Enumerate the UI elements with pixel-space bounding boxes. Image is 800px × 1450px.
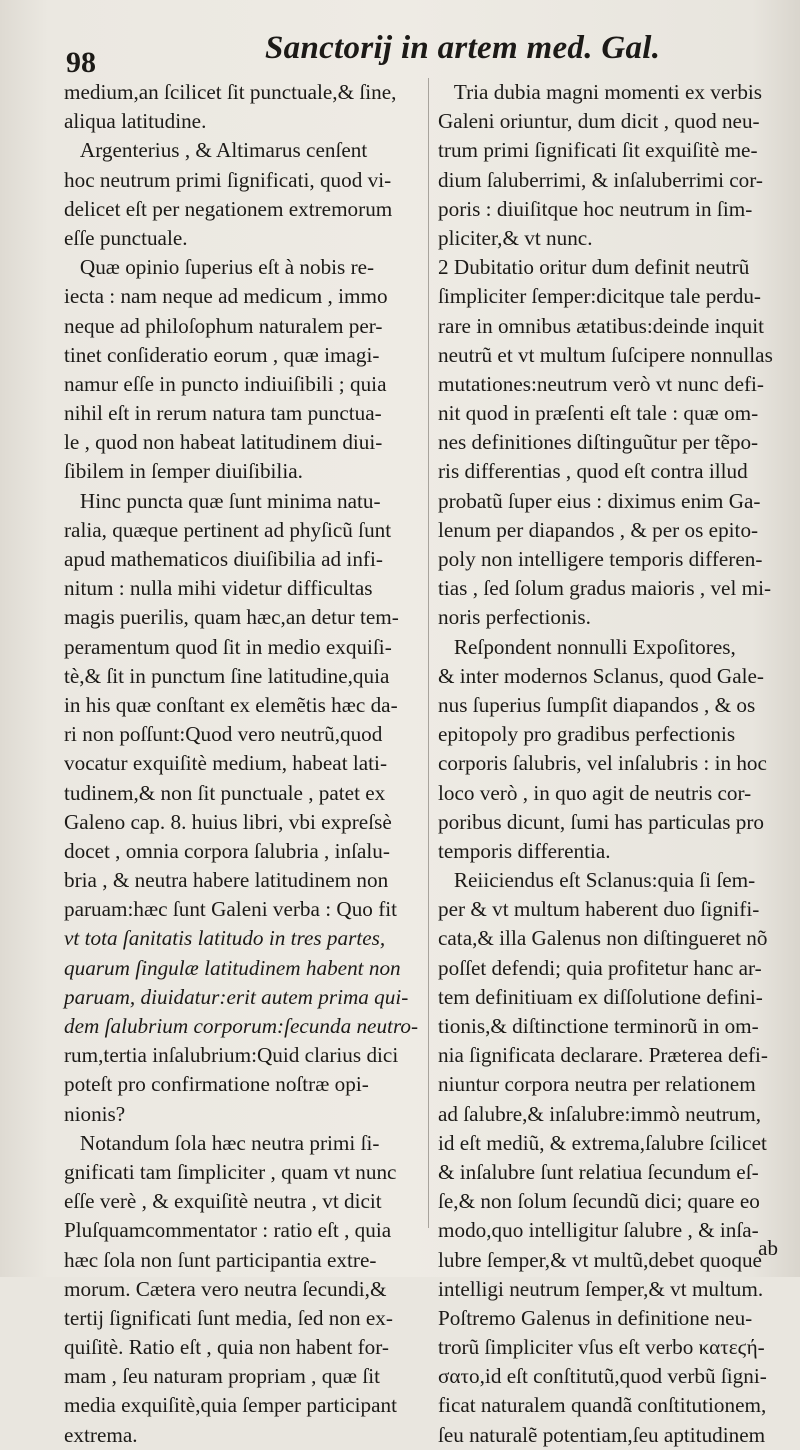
text-line: Hinc puncta quæ ſunt minima natu- [64,488,381,513]
text-line: dium ſaluberrimi, & inſaluberrimi cor- [438,167,763,192]
text-line: medium,an ſcilicet ſit punctuale,& ſine, [64,80,397,104]
text-line: aliqua latitudine. [64,109,207,134]
text-line: hæc ſola non ſunt participantia extre- [64,1247,377,1272]
text-line: extrema. [64,1422,138,1447]
text-line: 2 Dubitatio oritur dum definit neutrũ [438,255,750,280]
text-line: Quæ opinio ſuperius eſt à nobis re- [64,255,375,280]
text-line: eſſe punctuale. [64,225,188,250]
text-line: poribus dicunt, ſumi has particulas pro [438,809,764,834]
text-line: tias , ſed ſolum gradus maioris , vel mi- [438,576,772,601]
text-line: lenum per diapandos , & per os epito- [438,517,759,542]
text-line: tinet conſideratio eorum , quæ imagi- [64,342,380,367]
text-line: nia ſignificata declarare. Præterea defi- [438,1043,768,1068]
text-line: ſimpliciter ſemper:dicitque tale perdu- [438,284,761,309]
text-line: corporis ſalubris, vel inſalubris : in hoc [438,751,767,776]
text-line: ſibilem in ſemper diuiſibilia. [64,459,303,484]
text-line: nitum : nulla mihi videtur difficultas [64,576,373,601]
text-line: ralia, quæque pertinent ad phyſicũ ſunt [64,517,392,542]
text-line: ri non poſſunt:Quod vero neutrũ,quod [64,722,383,747]
catchword: ab [758,1236,778,1260]
text-line: ad ſalubre,& inſalubre:immò neutrum, [438,1101,762,1126]
text-line: cata,& illa Galenus non diſtingueret nõ [438,926,768,951]
text-line: probatũ ſuper eius : diximus enim Ga- [438,488,761,513]
page-number: 98 [66,46,96,79]
text-line: trum primi ſignificati ſit exquiſitè me- [438,138,758,163]
text-line: σατο,id eſt conſtitutũ,quod verbũ ſigni- [438,1364,767,1389]
text-line: nit quod in præſenti eſt tale : quæ om- [438,401,759,426]
text-line: nus ſuperius ſumpſit diapandos , & os [438,692,756,717]
page-header [60,20,760,79]
text-line: neque ad philoſophum naturalem per- [64,313,383,338]
text-line: epitopoly pro gradibus perfectionis [438,722,736,747]
text-line: poris : diuiſitque hoc neutrum in ſim- [438,196,753,221]
text-line: Reiiciendus eſt Sclanus:quia ſi ſem- [438,868,756,893]
text-line: rare in omnibus ætatibus:deinde inquit [438,313,765,338]
text-line: ris differentias , quod eſt contra illud [438,459,748,484]
text-line: tè,& ſit in punctum ſine latitudine,quia [64,663,390,688]
text-line: Galeni oriuntur, dum dicit , quod neu- [438,109,760,134]
text-line: paruam:hæc ſunt Galeni verba : Quo fit [64,897,398,922]
text-line: tionis,& diſtinctione terminorũ in om- [438,1014,759,1038]
text-line: vt tota ſanitatis latitudo in tres partes, [64,926,386,951]
text-line: noris perfectionis. [438,605,591,630]
text-line: loco verò , in quo agit de neutris cor- [438,780,752,805]
text-line: tem definitiuam ex diſſolutione defini- [438,984,763,1009]
column-divider [428,78,429,1228]
text-line: poſſet defendi; quia profitetur hanc ar- [438,955,762,980]
text-line: morum. Cætera vero neutra ſecundi,& [64,1276,387,1301]
text-line: ſe,& non ſolum ſecundũ dici; quare eo [438,1189,760,1214]
text-line: modo,quo intelligitur ſalubre , & inſa- [438,1218,759,1243]
text-line: Pluſquamcommentator : ratio eſt , quia [64,1218,392,1243]
text-line: peramentum quod ſit in medio exquiſi- [64,634,392,659]
text-line: & inſalubre ſunt relatiua ſecundum eſ- [438,1159,759,1184]
text-line: niuntur corpora neutra per relationem [438,1072,756,1097]
text-line: namur eſſe in puncto indiuiſibili ; quia [64,371,387,396]
text-line: ficat naturalem quandã conſtitutionem, [438,1393,767,1418]
text-line: hoc neutrum primi ſignificati, quod vi- [64,167,392,192]
text-line: Tria dubia magni momenti ex verbis [438,80,763,104]
text-line: paruam, diuidatur:erit autem prima qui- [64,984,409,1009]
text-line: Notandum ſola hæc neutra primi ſi- [64,1130,380,1155]
text-line: nihil eſt in rerum natura tam punctua- [64,401,382,426]
text-line: in his quæ conſtant ex elemẽtis hæc da- [64,692,398,717]
text-line: Argenterius , & Altimarus cenſent [64,138,368,163]
text-line: Poſtremo Galenus in definitione neu- [438,1305,753,1330]
text-line: mam , ſeu naturam propriam , quæ ſit [64,1364,380,1389]
text-line: intelligi neutrum ſemper,& vt multum. [438,1276,764,1301]
text-line: trorũ ſimpliciter vſus eſt verbo κατεϛή- [438,1335,765,1360]
text-line: quiſitè. Ratio eſt , quia non habent for- [64,1335,389,1360]
text-line: temporis differentia. [438,838,611,863]
text-line: rum,tertia inſalubrium:Quid clarius dici [64,1043,399,1068]
text-line: poly non intelligere temporis differen- [438,547,763,571]
text-line: ſeu naturalẽ potentiam,ſeu aptitudinem [438,1422,766,1447]
running-head: Sanctorij in artem med. Gal. [265,30,661,66]
right-text-column [438,78,780,1450]
text-line: pliciter,& vt nunc. [438,225,593,250]
text-line: delicet eſt per negationem extremorum [64,196,393,221]
text-line: apud mathematicos diuiſibilia ad infi- [64,547,383,571]
text-line: bria , & neutra habere latitudinem non [64,868,389,893]
text-line: mutationes:neutrum verò vt nunc defi- [438,371,764,396]
left-text-column [64,78,426,1450]
text-line: dem ſalubrium corporum:ſecunda neutro- [64,1014,419,1038]
text-line: tudinem,& non ſit punctuale , patet ex [64,780,386,805]
text-line: id eſt mediũ, & extrema,ſalubre ſcilicet [438,1130,767,1155]
text-line: eſſe verè , & exquiſitè neutra , vt dicit [64,1189,382,1214]
text-line: lubre ſemper,& vt multũ,debet quoque [438,1247,762,1272]
text-line: Galeno cap. 8. huius libri, vbi expreſsè [64,809,392,834]
text-line: nes definitiones diſtinguũtur per tẽpo- [438,430,759,455]
text-line: nionis? [64,1101,126,1126]
text-line: & inter modernos Sclanus, quod Gale- [438,663,764,688]
text-line: poteſt pro confirmatione noſtræ opi- [64,1072,369,1097]
text-line: magis puerilis, quam hæc,an detur tem- [64,605,399,630]
text-line: le , quod non habeat latitudinem diui- [64,430,383,455]
text-line: docet , omnia corpora ſalubria , inſalu- [64,838,390,863]
text-line: vocatur exquiſitè medium, habeat lati- [64,751,387,776]
text-line: iecta : nam neque ad medicum , immo [64,284,388,309]
text-line: Reſpondent nonnulli Expoſitores, [438,634,736,659]
text-line: per & vt multum haberent duo ſignifi- [438,897,760,922]
text-line: neutrũ et vt multum ſuſcipere nonnullas [438,342,773,367]
text-line: tertij ſignificati ſunt media, ſed non ex- [64,1305,393,1330]
text-line: gnificati tam ſimpliciter , quam vt nunc [64,1159,397,1184]
text-line: quarum ſingulæ latitudinem habent non [64,955,401,980]
text-line: media exquiſitè,quia ſemper participant [64,1393,397,1418]
